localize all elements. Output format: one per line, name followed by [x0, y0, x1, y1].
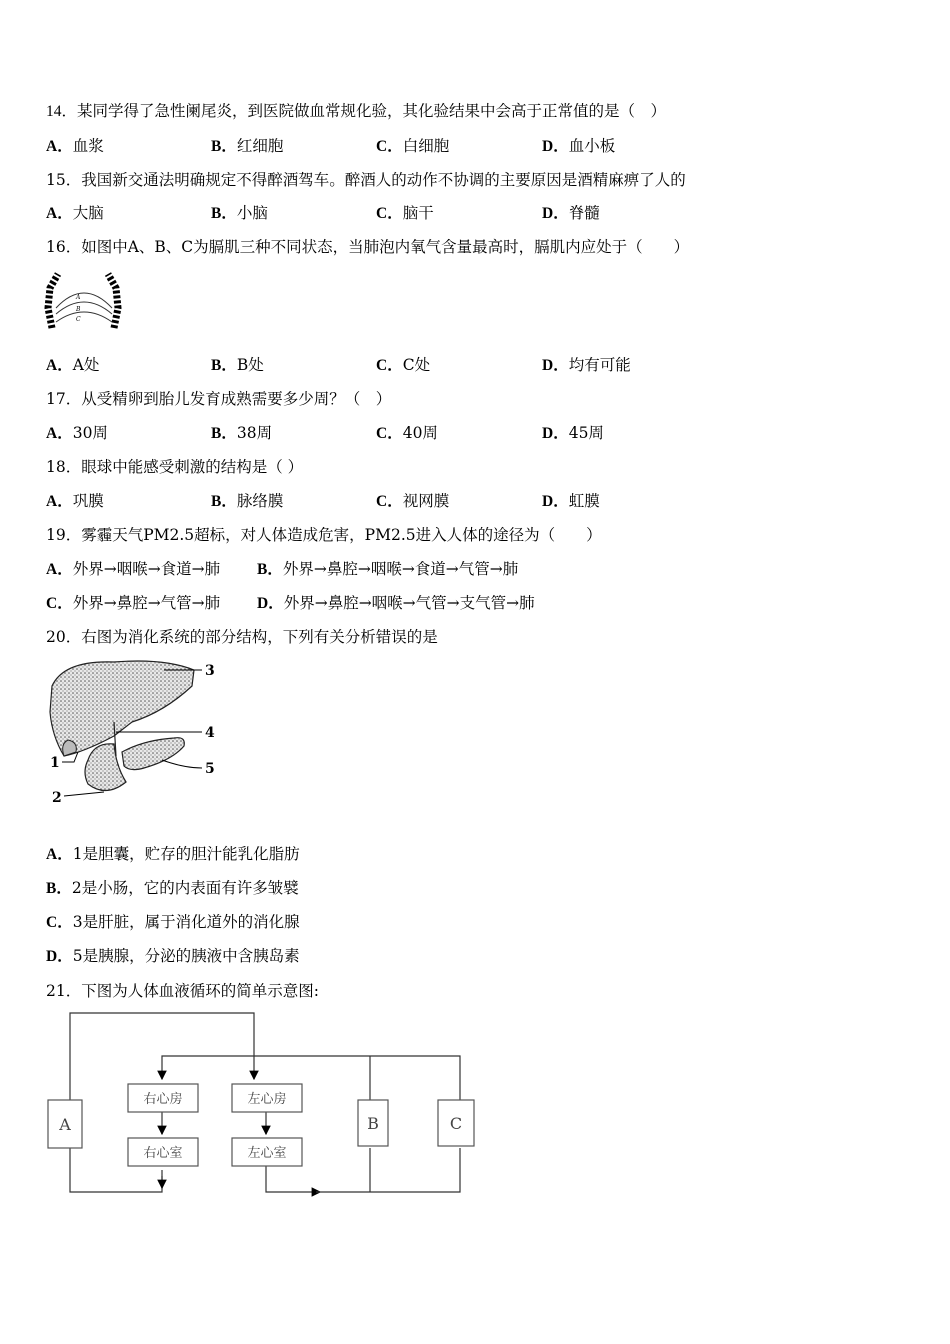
- pancreas-shape: [122, 738, 184, 770]
- option-label: C．: [376, 357, 403, 374]
- q16-option-c: [376, 355, 430, 376]
- option-text: 脑干: [402, 204, 434, 222]
- option-label: D．: [542, 357, 569, 374]
- figure-label-5: 5: [205, 761, 215, 777]
- option-label: B．: [211, 493, 237, 510]
- q19-option-d: [257, 593, 535, 614]
- option-label: C．: [46, 914, 73, 931]
- option-text: 脊髓: [568, 204, 600, 222]
- diaphragm-figure: [44, 268, 124, 332]
- option-label: B．: [211, 357, 237, 374]
- option-label: A．: [46, 425, 73, 442]
- label-a: A: [59, 1115, 71, 1134]
- label-left-ventricle: 左心室: [247, 1146, 287, 1161]
- option-text: 血小板: [568, 137, 616, 155]
- option-label: D．: [46, 948, 73, 965]
- option-text: 外界→鼻腔→气管→肺: [72, 594, 221, 612]
- q19-option-b: [257, 559, 518, 580]
- option-text: 脉络膜: [236, 492, 284, 510]
- q17-option-d: [542, 423, 604, 444]
- q15-option-d: [542, 203, 600, 224]
- option-text: C处: [402, 356, 431, 374]
- option-text: 5是胰腺，分泌的胰液中含胰岛素: [72, 947, 300, 965]
- q16-option-b: [211, 355, 264, 376]
- q15-option-c: [376, 203, 434, 224]
- option-text: 小脑: [236, 204, 268, 222]
- flow-bottom-to-c: [316, 1148, 460, 1192]
- q20-option-b: [46, 878, 299, 899]
- option-label: D．: [542, 138, 569, 155]
- q19-option-a: [46, 559, 220, 580]
- q19-stem: 19．雾霾天气PM2.5超标，对人体造成危害，PM2.5进入人体的途径为（ ）: [46, 526, 602, 544]
- q17-option-b: [211, 423, 272, 444]
- option-label: A．: [46, 846, 73, 863]
- q20-option-d: [46, 946, 300, 967]
- option-text: 外界→鼻腔→咽喉→食道→气管→肺: [282, 560, 519, 578]
- digestive-figure: [44, 656, 224, 808]
- q20-stem: 20．右图为消化系统的部分结构，下列有关分析错误的是: [46, 628, 438, 646]
- option-label: B．: [46, 880, 72, 897]
- option-label: B．: [211, 138, 237, 155]
- q14-option-b: [211, 136, 283, 157]
- q20-option-c: [46, 912, 300, 933]
- option-label: A．: [46, 205, 73, 222]
- flow-to-right-atrium: [162, 1056, 460, 1100]
- option-text: 45周: [568, 424, 604, 442]
- option-label: C．: [46, 595, 73, 612]
- q14-option-a: [46, 136, 104, 157]
- option-label: B．: [211, 205, 237, 222]
- q21-stem: 21．下图为人体血液循环的简单示意图:: [46, 982, 319, 1000]
- q18-option-a: [46, 491, 104, 512]
- option-label: A．: [46, 357, 73, 374]
- option-label: A．: [46, 561, 73, 578]
- option-label: D．: [542, 205, 569, 222]
- figure-label-a: A: [76, 294, 81, 301]
- option-text: 40周: [402, 424, 438, 442]
- q14-option-d: [542, 136, 615, 157]
- option-label: A．: [46, 493, 73, 510]
- q18-stem: 18．眼球中能感受刺激的结构是（ ）: [46, 458, 304, 476]
- option-label: B．: [211, 425, 237, 442]
- leader-line-2: [64, 792, 104, 796]
- q15-option-a: [46, 203, 104, 224]
- option-label: D．: [542, 425, 569, 442]
- option-text: 3是肝脏，属于消化道外的消化腺: [72, 913, 300, 931]
- option-text: 1是胆囊，贮存的胆汁能乳化脂肪: [72, 845, 300, 863]
- option-label: A．: [46, 138, 73, 155]
- q17-stem: 17．从受精卵到胎儿发育成熟需要多少周？（ ）: [46, 390, 392, 408]
- option-text: 外界→鼻腔→咽喉→气管→支气管→肺: [283, 594, 535, 612]
- q20-option-a: [46, 844, 300, 865]
- option-text: 大脑: [72, 204, 104, 222]
- option-label: D．: [542, 493, 569, 510]
- duodenum-shape: [85, 744, 126, 791]
- circulation-diagram: [44, 1008, 478, 1200]
- figure-label-c: C: [76, 316, 81, 323]
- q14-stem: 14．某同学得了急性阑尾炎，到医院做血常规化验，其化验结果中会高于正常值的是（ ）: [46, 103, 667, 120]
- label-right-atrium: 右心房: [143, 1092, 183, 1107]
- option-text: 2是小肠，它的内表面有许多皱襞: [71, 879, 299, 897]
- q16-stem: 16．如图中A、B、C为膈肌三种不同状态，当肺泡内氧气含量最高时，膈肌内应处于（ ）: [46, 238, 690, 256]
- diaphragm-curve-a: [56, 293, 112, 308]
- q18-option-b: [211, 491, 283, 512]
- q18-option-d: [542, 491, 600, 512]
- option-text: 30周: [72, 424, 108, 442]
- option-label: B．: [257, 561, 283, 578]
- q18-option-c: [376, 491, 449, 512]
- q17-option-c: [376, 423, 438, 444]
- option-text: B处: [236, 356, 264, 374]
- figure-label-b: B: [76, 306, 81, 313]
- label-b: B: [367, 1114, 379, 1133]
- option-text: 白细胞: [402, 137, 450, 155]
- q16-option-d: [542, 355, 631, 376]
- option-label: C．: [376, 205, 403, 222]
- left-ribcage: [48, 274, 58, 328]
- q15-option-b: [211, 203, 268, 224]
- figure-label-1: 1: [50, 755, 60, 771]
- leader-line-5: [162, 760, 202, 768]
- option-text: 视网膜: [402, 492, 450, 510]
- q15-stem: 15．我国新交通法明确规定不得醉酒驾车。醉酒人的动作不协调的主要原因是酒精麻痹了人的: [46, 171, 686, 189]
- option-text: 巩膜: [72, 492, 104, 510]
- option-label: C．: [376, 425, 403, 442]
- flow-left-ventricle-out: [266, 1166, 320, 1192]
- option-text: 血浆: [72, 137, 104, 155]
- option-text: 外界→咽喉→食道→肺: [72, 560, 221, 578]
- label-right-ventricle: 右心室: [143, 1146, 183, 1161]
- option-text: A处: [72, 356, 100, 374]
- option-text: 均有可能: [568, 356, 631, 374]
- option-label: C．: [376, 493, 403, 510]
- q19-option-c: [46, 593, 220, 614]
- label-left-atrium: 左心房: [247, 1092, 287, 1107]
- diaphragm-curve-c: [56, 312, 112, 322]
- option-label: C．: [376, 138, 403, 155]
- option-label: D．: [257, 595, 284, 612]
- figure-label-2: 2: [52, 790, 62, 806]
- option-text: 虹膜: [568, 492, 600, 510]
- label-c: C: [449, 1114, 463, 1133]
- option-text: 红细胞: [236, 137, 284, 155]
- q16-option-a: [46, 355, 99, 376]
- q14-option-c: [376, 136, 449, 157]
- figure-label-4: 4: [205, 725, 215, 741]
- q17-option-a: [46, 423, 108, 444]
- figure-label-3: 3: [205, 663, 215, 679]
- option-text: 38周: [236, 424, 273, 442]
